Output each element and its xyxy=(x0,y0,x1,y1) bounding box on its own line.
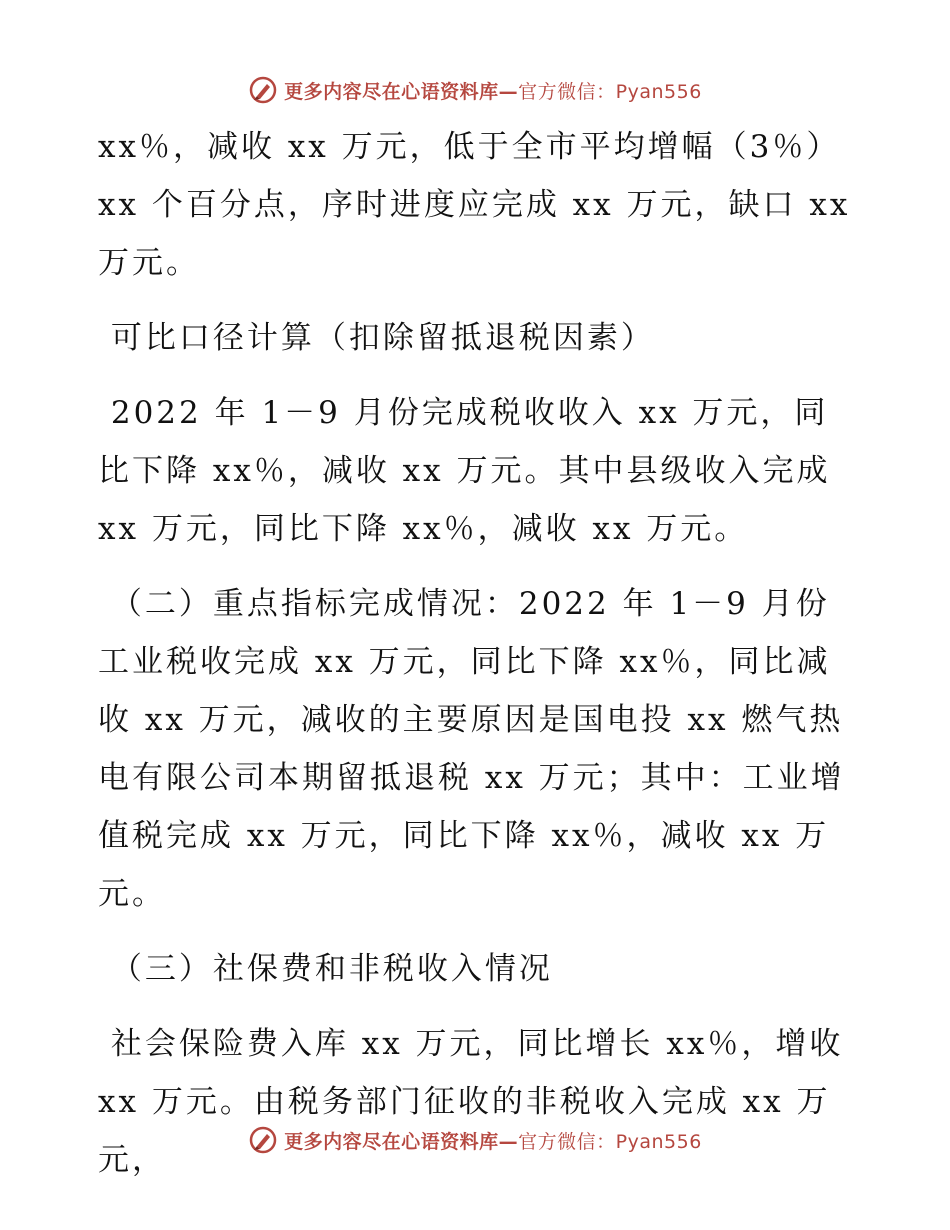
pen-logo-icon xyxy=(248,1125,278,1155)
paragraph-key-indicators: （二）重点指标完成情况：2022 年 1－9 月份工业税收完成 xx 万元，同比下降 xx％，同比减收 xx 万元，减收的主要原因是国电投 xx 燃气热电有限公司本期留抵退税 xx 万元；其中：工业增值税完成 xx 万元，同比下降 xx％，减收 xx 万元。 xyxy=(98,586,845,912)
paragraph-social-security: 社会保险费入库 xx 万元，同比增长 xx％，增收 xx 万元。由税务部门征收的非税收入完成 xx 万元， xyxy=(98,1026,857,1178)
footer-banner-title: 更多内容尽在心语资料库 xyxy=(284,1130,499,1153)
header-banner-dash: — xyxy=(498,80,519,103)
pen-logo-icon xyxy=(248,75,278,105)
document-body xyxy=(98,118,864,1206)
header-banner-title: 更多内容尽在心语资料库 xyxy=(284,80,499,103)
header-banner-text xyxy=(284,77,702,104)
paragraph-comparable-heading: 可比口径计算（扣除留抵退税因素） xyxy=(98,320,655,356)
paragraph-revenue-summary: xx％，减收 xx 万元，低于全市平均增幅（3％）xx 个百分点，序时进度应完成 xx 万元，缺口 xx 万元。 xyxy=(98,129,864,281)
footer-banner-text xyxy=(284,1127,702,1154)
footer-banner-wechat: 官方微信：Pyan556 xyxy=(518,1130,702,1153)
footer-banner xyxy=(0,1120,950,1160)
footer-banner-dash: — xyxy=(498,1130,519,1153)
paragraph-social-security-heading: （三）社保费和非税收入情况 xyxy=(98,951,553,987)
header-banner-wechat: 官方微信：Pyan556 xyxy=(518,80,702,103)
header-banner xyxy=(0,70,950,110)
paragraph-tax-revenue: 2022 年 1－9 月份完成税收收入 xx 万元，同比下降 xx％，减收 xx 万元。其中县级收入完成 xx 万元，同比下降 xx％，减收 xx 万元。 xyxy=(98,395,844,547)
